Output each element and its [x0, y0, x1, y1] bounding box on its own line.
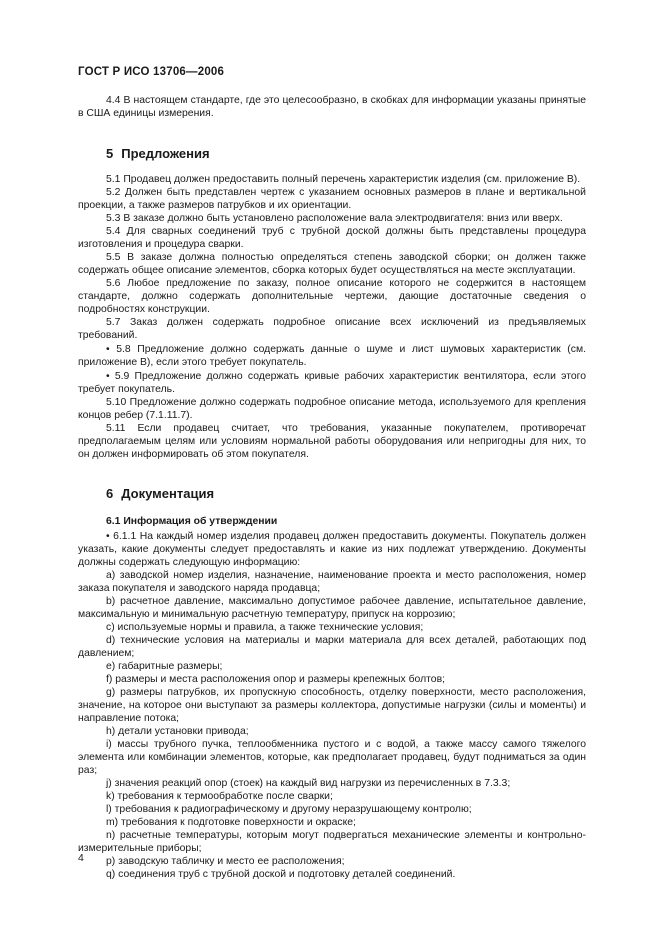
paragraph-5-7: 5.7 Заказ должен содержать подробное описание всех исключений из предъявляемых требований.: [78, 317, 586, 341]
list-item-k: k) требования к термообработке после сварки;: [106, 791, 333, 802]
paragraph-4-4: 4.4 В настоящем стандарте, где это целесообразно, в скобках для информации указаны принятые в США единицы измерения.: [78, 95, 586, 119]
page-number: 4: [78, 853, 84, 864]
paragraph-5-3: 5.3 В заказе должно быть установлено расположение вала электродвигателя: вниз или вверх.: [106, 213, 563, 224]
paragraph-5-2: 5.2 Должен быть представлен чертеж с указанием основных размеров в плане и вертикальной проекции, а также размеров патрубков и их ориентации.: [78, 187, 586, 211]
paragraph-5-10: 5.10 Предложение должно содержать подробное описание метода, используемого для крепления концов ребер (7.1.11.7).: [78, 397, 586, 421]
paragraph-5-8: • 5.8 Предложение должно содержать данные о шуме и лист шумовых характеристик (см. приложение В), если этого требует покупатель.: [78, 344, 586, 368]
list-item-h: h) детали установки привода;: [106, 726, 249, 737]
list-item-d: d) технические условия на материалы и марки материала для всех деталей, работающих под давлением;: [78, 635, 586, 659]
subsection-6-1-title: 6.1 Информация об утверждении: [106, 516, 278, 527]
document-header: ГОСТ Р ИСО 13706—2006: [78, 66, 225, 78]
section-6-title: Документация: [121, 486, 215, 501]
section-5-heading: [78, 146, 586, 162]
paragraph-5-1: 5.1 Продавец должен предоставить полный перечень характеристик изделия (см. приложение В).: [106, 174, 581, 185]
section-5-title: Предложения: [121, 146, 210, 161]
list-item-b: b) расчетное давление, максимально допустимое рабочее давление, испытательное давление, максимальную и минимальную расчетную температуру, припуск на коррозию;: [78, 596, 586, 620]
document-body: [78, 94, 586, 881]
list-item-a: а) заводской номер изделия, назначение, наименование проекта и место расположения, номер заказа покупателя и заводского наряда продавца;: [78, 570, 586, 594]
list-item-l: l) требования к радиографическому и другому неразрушающему контролю;: [106, 804, 472, 815]
paragraph-5-6: 5.6 Любое предложение по заказу, полное описание которого не содержится в настоящем стандарте, должно содержать дополнительные чертежи, дающие достаточные сведения о подробностях конструкции.: [78, 278, 586, 315]
list-item-j: j) значения реакций опор (стоек) на каждый вид нагрузки из перечисленных в 7.3.3;: [106, 778, 511, 789]
list-item-g: g) размеры патрубков, их пропускную способность, отделку поверхности, место расположения, значение, на которое они выступают за размеры коллектора, допустимые нагрузки (силы и моменты) и направление потока;: [78, 687, 586, 724]
section-6-heading: [78, 486, 586, 502]
section-5-number: 5: [106, 146, 114, 161]
paragraph-5-9: • 5.9 Предложение должно содержать кривые рабочих характеристик вентилятора, если этого требует покупатель.: [78, 371, 586, 395]
list-item-q: q) соединения труб с трубной доской и подготовку деталей соединений.: [106, 869, 456, 880]
list-item-i: i) массы трубного пучка, теплообменника пустого и с водой, а также массу самого тяжелого элемента или комбинации элементов, которые, как предполагает продавец, будут подниматься за один раз;: [78, 739, 586, 776]
list-item-e: e) габаритные размеры;: [106, 661, 223, 672]
section-6-number: 6: [106, 486, 114, 501]
paragraph-5-4: 5.4 Для сварных соединений труб с трубной доской должны быть представлены процедура изготовления и процедура сварки.: [78, 226, 586, 250]
paragraph-5-11: 5.11 Если продавец считает, что требования, указанные покупателем, противоречат предполагаемым целям или условиям нормальной работы оборудования или непригодны для них, то он должен информировать об этом покупателя.: [78, 423, 586, 460]
paragraph-5-5: 5.5 В заказе должна полностью определяться степень заводской сборки; он должен также содержать общее описание элементов, сборка которых будет осуществляться на месте эксплуатации.: [78, 252, 586, 276]
list-item-p: p) заводскую табличку и место ее расположения;: [106, 856, 345, 867]
list-item-c: c) используемые нормы и правила, а также технические условия;: [106, 622, 424, 633]
list-item-n: n) расчетные температуры, которым могут подвергаться механические элементы и контрольно-измерительные приборы;: [78, 830, 586, 854]
paragraph-6-1-1: • 6.1.1 На каждый номер изделия продавец должен предоставить документы. Покупатель должен указать, какие документы следует предоставлять и какие из них подлежат утверждению. Документы должны содержать следующую информацию:: [78, 531, 586, 568]
list-item-m: m) требования к подготовке поверхности и окраске;: [106, 817, 356, 828]
list-item-f: f) размеры и места расположения опор и размеры крепежных болтов;: [106, 674, 445, 685]
